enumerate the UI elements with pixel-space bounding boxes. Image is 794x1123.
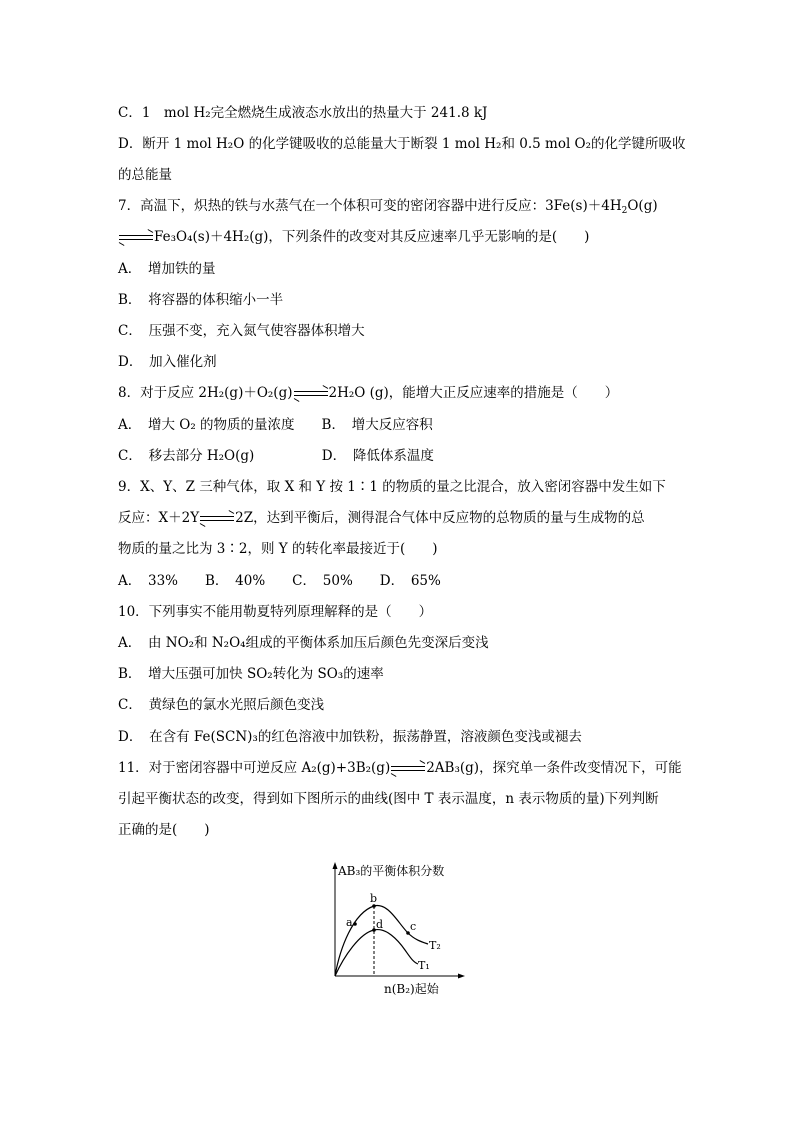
equilibrium-arrow-icon (391, 764, 425, 774)
q7-stem-line2 (118, 228, 589, 246)
y-axis-arrow-icon (333, 862, 338, 869)
q6-option-d-line1: D．断开 1 mol H₂O 的化学键吸收的总能量大于断裂 1 mol H₂和 0.5 mol O₂的化学键所吸收 (118, 136, 686, 152)
q7-option-d: D． 加入催化剂 (118, 354, 217, 370)
q11-stem-line1 (118, 759, 682, 777)
q8-stem-text: 8．对于反应 2H₂(g)＋O₂(g) (118, 385, 293, 401)
x-axis-label: n(B₂)起始 (384, 982, 439, 996)
q9-stem-line2 (118, 509, 645, 527)
figure-svg (320, 858, 470, 1008)
q9-stem-line3: 物质的量之比为 3∶2，则 Y 的转化率最接近于( ) (118, 541, 438, 557)
q7-option-a: A． 增加铁的量 (118, 261, 216, 277)
curve-T2-label: T₂ (429, 939, 441, 952)
equilibrium-curve-figure (320, 858, 470, 1008)
q11-stem-line3: 正确的是( ) (118, 822, 210, 838)
point-d-label: d (376, 918, 384, 931)
q10-option-b: B． 增大压强可加快 SO₂转化为 SO₃的速率 (118, 666, 384, 682)
curve-T1-label: T₁ (418, 959, 430, 972)
q7-option-c: C． 压强不变，充入氮气使容器体积增大 (118, 323, 365, 339)
point-b-label: b (370, 892, 378, 905)
equilibrium-arrow-icon (200, 514, 234, 524)
q10-option-a: A． 由 NO₂和 N₂O₄组成的平衡体系加压后颜色先变深后变浅 (118, 635, 489, 651)
q10-stem: 10．下列事实不能用勒夏特列原理解释的是（ ） (118, 604, 433, 620)
q9-stem-line2-text: 反应：X＋2Y (118, 510, 200, 526)
q7-stem-line1-text: 7．高温下，炽热的铁与水蒸气在一个体积可变的密闭容器中进行反应：3Fe(s)＋4H (118, 198, 622, 214)
q8-stem-tail: 2H₂O (g)，能增大正反应速率的措施是（ ） (328, 385, 619, 401)
point-c-label: c (410, 920, 417, 933)
equilibrium-arrow-icon (119, 233, 153, 243)
point-a-marker (353, 922, 357, 926)
q8-options-cd: C． 移去部分 H₂O(g) D． 降低体系温度 (118, 448, 434, 464)
q7-option-b: B． 将容器的体积缩小一半 (118, 292, 284, 308)
q6-option-c: C．1 mol H₂完全燃烧生成液态水放出的热量大于 241.8 kJ (118, 105, 488, 121)
q6-option-d-line2: 的总能量 (118, 167, 172, 183)
q7-stem-line2-text: Fe₃O₄(s)＋4H₂(g)，下列条件的改变对其反应速率几乎无影响的是( ) (154, 229, 590, 245)
q9-options: A． 33% B． 40% C． 50% D． 65% (118, 573, 441, 589)
q10-option-c: C． 黄绿色的氯水光照后颜色变浅 (118, 697, 325, 713)
q11-stem-line2: 引起平衡状态的改变，得到如下图所示的曲线(图中 T 表示温度，n 表示物质的量)下列判断 (118, 791, 659, 807)
q11-stem-line1-text: 11．对于密闭容器中可逆反应 A₂(g)+3B₂(g) (118, 760, 391, 776)
point-a-label: a (346, 916, 353, 929)
q7-stem-line1-tail: O(g) (627, 198, 658, 214)
equilibrium-arrow-icon (294, 389, 328, 399)
q7-stem-line1: 7．高温下，炽热的铁与水蒸气在一个体积可变的密闭容器中进行反应：$3Fe(s)+4H_2O(g)$ (118, 198, 658, 216)
q9-stem-line1: 9．X、Y、Z 三种气体，取 X 和 Y 按 1∶1 的物质的量之比混合，放入密闭容器中发生如下 (118, 479, 666, 495)
q11-stem-line1-tail: 2AB₃(g)，探究单一条件改变情况下，可能 (426, 760, 682, 776)
q8-stem (118, 384, 618, 402)
y-axis-label: AB₃的平衡体积分数 (338, 864, 445, 878)
q10-option-d: D． 在含有 Fe(SCN)₃的红色溶液中加铁粉，振荡静置，溶液颜色变浅或褪去 (118, 729, 582, 745)
q9-stem-line2-tail: 2Z，达到平衡后，测得混合气体中反应物的总物质的量与生成物的总 (235, 510, 645, 526)
x-axis-arrow-icon (458, 974, 465, 979)
q8-options-ab: A． 增大 O₂ 的物质的量浓度 B． 增大反应容积 (118, 417, 433, 433)
